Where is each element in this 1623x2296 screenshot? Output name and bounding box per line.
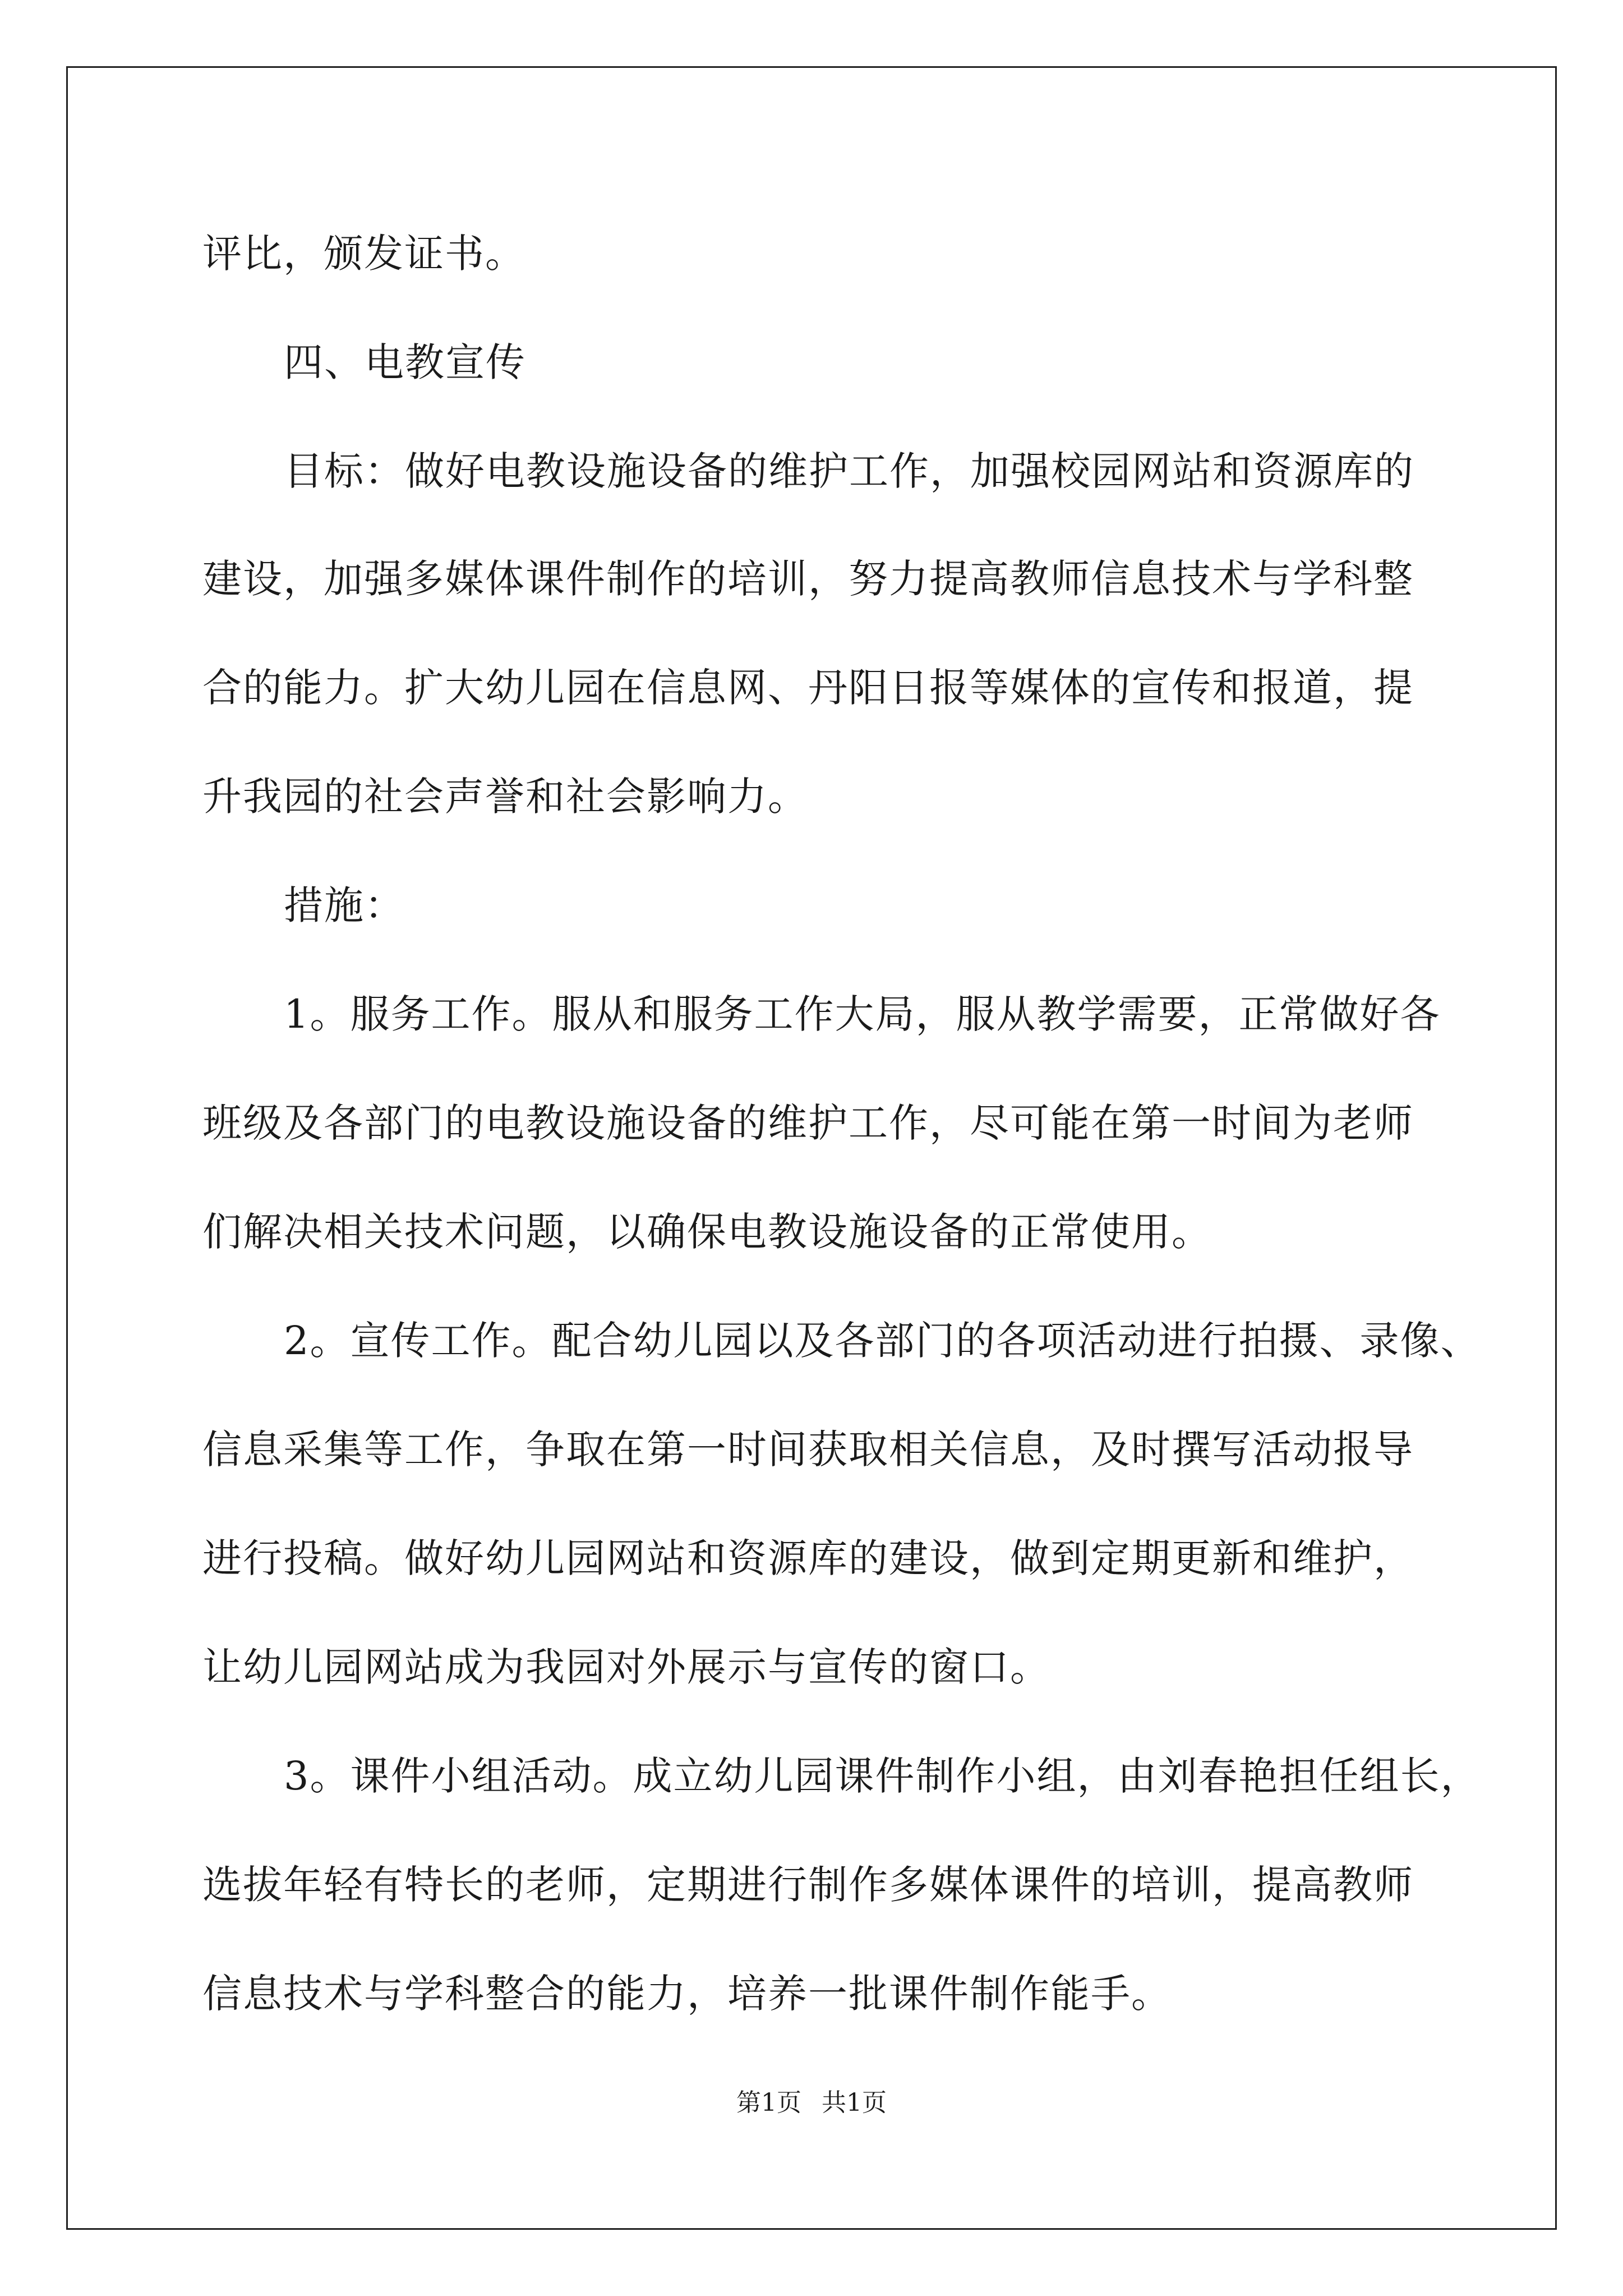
text-line: 措施：	[284, 882, 405, 928]
text-line: 建设，加强多媒体课件制作的培训，努力提高教师信息技术与学科整	[202, 556, 1414, 602]
text-line: 进行投稿。做好幼儿园网站和资源库的建设，做到定期更新和维护，	[202, 1535, 1414, 1581]
text-line: 信息采集等工作，争取在第一时间获取相关信息，及时撰写活动报导	[202, 1427, 1414, 1473]
text-line: 1。服务工作。服从和服务工作大局，服从教学需要，正常做好各	[284, 991, 1441, 1037]
text-line: 3。课件小组活动。成立幼儿园课件制作小组，由刘春艳担任组长，	[284, 1753, 1481, 1799]
page-total: 共1页	[822, 2088, 887, 2117]
page-border	[66, 66, 1557, 2230]
text-line: 们解决相关技术问题，以确保电教设施设备的正常使用。	[202, 1209, 1212, 1255]
text-line: 班级及各部门的电教设施设备的维护工作，尽可能在第一时间为老师	[202, 1100, 1414, 1146]
text-line: 目标：做好电教设施设备的维护工作，加强校园网站和资源库的	[284, 448, 1414, 494]
text-line: 选拔年轻有特长的老师，定期进行制作多媒体课件的培训，提高教师	[202, 1862, 1414, 1908]
text-line: 让幼儿园网站成为我园对外展示与宣传的窗口。	[202, 1644, 1050, 1690]
text-line: 信息技术与学科整合的能力，培养一批课件制作能手。	[202, 1971, 1172, 2017]
text-line: 评比，颁发证书。	[202, 231, 525, 277]
text-line: 2。宣传工作。配合幼儿园以及各部门的各项活动进行拍摄、录像、	[284, 1318, 1481, 1364]
text-line: 合的能力。扩大幼儿园在信息网、丹阳日报等媒体的宣传和报道，提	[202, 665, 1414, 711]
section-heading: 四、电教宣传	[284, 339, 526, 385]
text-line: 升我园的社会声誉和社会影响力。	[202, 774, 808, 820]
page-footer	[68, 2087, 1555, 2119]
page-number: 第1页	[736, 2088, 801, 2117]
